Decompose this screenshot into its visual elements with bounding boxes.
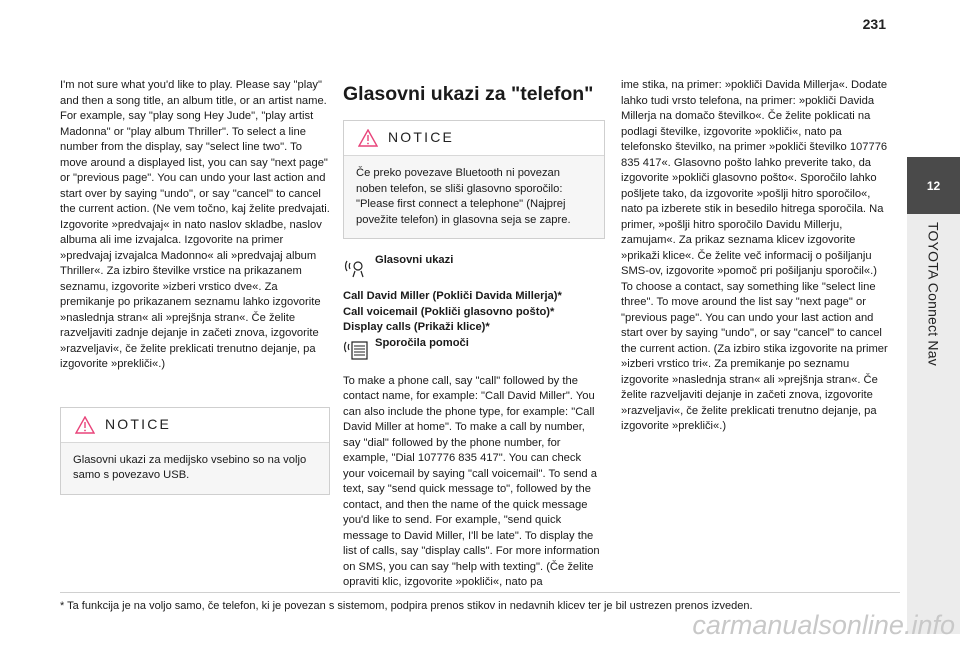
notice-header (344, 121, 604, 156)
contact-selection-text: To choose a contact, say something like "select line three". To move around the list say "next page" or "previous page". You can undo your last action and start over by saying "undo", or say "cancel" to cancel the current action. (Za izbiro stika izgovorite na primer »izberi vrstico tri«. Za premikanje po seznamu izgovorite »naslednja stran« ali »prejšnja stran«. Če želite razveljaviti dejanje in začeti znova, izgovorite »razveljavi«, če želite preklicati trenutno dejanje, pa izgovorite »prekliči«.) (621, 280, 888, 432)
notice-title: NOTICE (388, 129, 455, 146)
voice-commands-row (343, 253, 605, 279)
column-2 (343, 82, 605, 591)
help-messages-row (343, 336, 605, 362)
notice-text: Glasovni ukazi za medijsko vsebino so na voljo samo s povezavo USB. (73, 453, 307, 481)
page-number: 231 (862, 16, 886, 32)
media-help-text: I'm not sure what you'd like to play. Please say "play" and then a song title, an album title, or an artist name. For example, say "play song Hey Jude", "play artist Madonna" or "play album Thriller". To select a line number from the display, say "select line two". To move around a displayed list, you can say "next page" or "previous page". You can undo your last action and start over by saying "undo", or say "cancel" to cancel the current action. (Ne vem točno, kaj želite predvajati. Izgovorite »predvajaj« in nato naslov skladbe, naslov albuma ali ime izvajalca. Izgovorite na primer »predvajaj izvajalca Madonno« ali »predvajaj album Thriller«. Za izbiro številke vrstice na prikazanem seznamu, izgovorite »izberi vrstico dve«. Za premikanje po prikazanem seznamu lahko izgovorite »naslednja stran« ali »prejšnja stran«. Če želite razveljaviti zadnje dejanje in začeti znova, izgovorite »razveljavi«, če želite preklicati trenutno dejanje, pa izgovorite »prekliči«.) (60, 79, 330, 370)
chapter-tab: 12 (907, 157, 960, 214)
column-1 (60, 78, 330, 495)
watermark: carmanualsonline.info (692, 610, 955, 640)
section-heading: Glasovni ukazi za "telefon" (343, 83, 594, 105)
phone-help-text: To make a phone call, say "call" followed by the contact name, for example: "Call David Miller". You can also include the phone type, for example: "Call David Miller at home". To make a call by number, say "dial" followed by the phone number, for example, "Dial 107776 835 417". You can check your voicemail by saying "call voicemail". To send a text, say "send quick message to", followed by the contact, and then the name of the quick message you'd like to send. For example, "send quick message to David Miller, I'll be late". To display the list of calls, say "display calls". For more information on SMS, you can say "help with texting". (Če želite opraviti klic, izgovorite »pokliči«, nato pa (343, 374, 600, 588)
voice-command-icon (343, 253, 369, 279)
command-call: Call David Miller (Pokliči Davida Millerja)* (343, 290, 562, 302)
notice-header (61, 408, 329, 443)
footnote: * Ta funkcija je na voljo samo, če telefon, ki je povezan s sistemom, podpira prenos stikov in nedavnih klicev ter je bil ustrezen prenos izveden. (60, 592, 900, 613)
command-voicemail: Call voicemail (Pokliči glasovno pošto)* (343, 305, 555, 318)
notice-text: Če preko povezave Bluetooth ni povezan noben telefon, se sliši glasovno sporočilo: "Please first connect a telephone" (Najprej povežite telefon) in glasovna seja se zapre. (356, 167, 571, 226)
notice-box-media (60, 407, 330, 495)
help-messages-label: Sporočila pomoči (375, 336, 469, 349)
warning-triangle-icon (75, 416, 95, 434)
voice-commands-label: Glasovni ukazi (375, 254, 454, 266)
column-3 (621, 78, 891, 435)
chapter-title-text: TOYOTA Connect Nav (925, 222, 942, 366)
warning-triangle-icon (358, 129, 378, 147)
notice-box-phone (343, 120, 605, 239)
notice-title: NOTICE (105, 415, 172, 432)
chapter-title (907, 222, 960, 602)
help-message-icon (343, 336, 369, 362)
command-display-calls: Display calls (Prikaži klice)* (343, 321, 490, 333)
phone-help-text-continued: ime stika, na primer: »pokliči Davida Millerja«. Dodate lahko tudi vrsto telefona, na primer: »pokliči Davida Millerja na domačo številko«. Če želite poklicati na podlagi številke, izgovorite »pokliči«, nato pa telefonsko številko, na primer »pokliči številko 107776 835 417«. Glasovno pošto lahko preverite tako, da izgovorite »pokliči glasovno pošto«. Sporočilo lahko pošljete tako, da izgovorite »pošlji hitro sporočilo«, nato pa izberete stik in besedilo hitrega sporočila. Na primer, »pošlji hitro sporočilo Davidu Millerju, zamujam«. Za prikaz seznama klicev izgovorite »prikaži klice«. Če želite več informacij o pošiljanju SMS-ov, izgovorite »pomoč pri pošiljanju sporočil«.) (621, 79, 888, 277)
